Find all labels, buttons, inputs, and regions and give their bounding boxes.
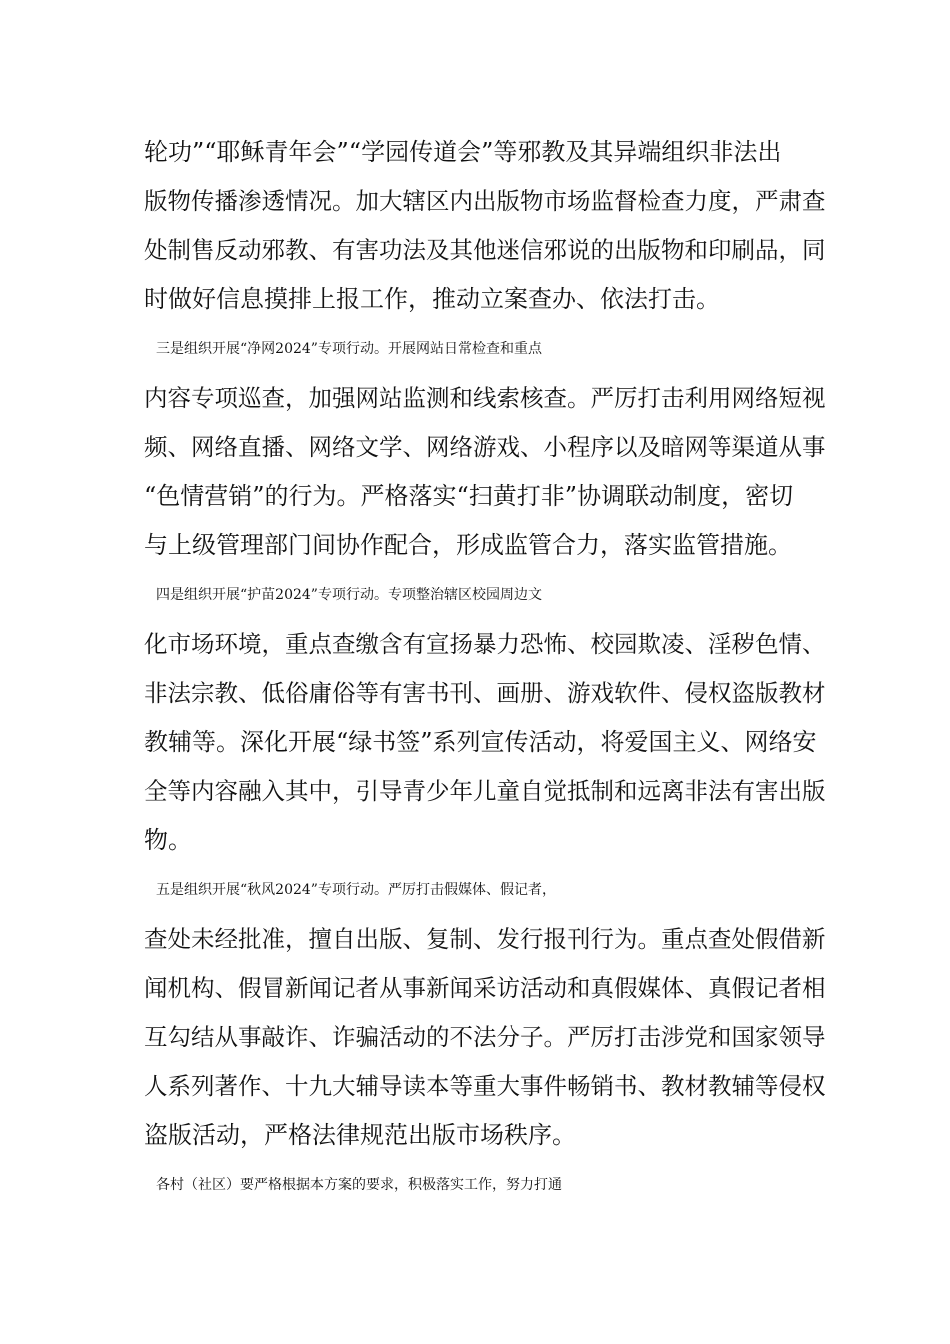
- text-line: 盗版活动，严格法律规范出版市场秩序。: [144, 1121, 576, 1149]
- text-line: 处制售反动邪教、有害功法及其他迷信邪说的出版物和印刷品，同: [144, 236, 826, 264]
- text-line: 人系列著作、十九大辅导读本等重大事件畅销书、教材教辅等侵权: [144, 1072, 826, 1100]
- paragraph-start-line: 五是组织开展“秋风2024”专项行动。严厉打击假媒体、假记者，: [156, 882, 556, 898]
- text-line: “色情营销”的行为。严格落实“扫黄打非”协调联动制度，密切: [144, 482, 794, 510]
- text-line: 与上级管理部门间协作配合，形成监管合力，落实监管措施。: [144, 531, 792, 559]
- paragraph-start-line: 四是组织开展“护苗2024”专项行动。专项整治辖区校园周边文: [156, 587, 542, 603]
- text-line: 教辅等。深化开展“绿书签”系列宣传活动，将爱国主义、网络安: [144, 728, 817, 756]
- text-line: 轮功”“耶稣青年会”“学园传道会”等邪教及其异端组织非法出: [144, 138, 782, 166]
- text-line: 闻机构、假冒新闻记者从事新闻采访活动和真假媒体、真假记者相: [144, 974, 826, 1002]
- text-line: 全等内容融入其中，引导青少年儿童自觉抵制和远离非法有害出版: [144, 777, 826, 805]
- paragraph-start-line: 各村（社区）要严格根据本方案的要求，积极落实工作，努力打通: [156, 1177, 562, 1193]
- text-line: 物。: [144, 826, 192, 854]
- text-line: 内容专项巡查，加强网站监测和线索核查。严厉打击利用网络短视: [144, 384, 826, 412]
- text-line: 互勾结从事敲诈、诈骗活动的不法分子。严厉打击涉党和国家领导: [144, 1023, 826, 1051]
- text-line: 版物传播渗透情况。加大辖区内出版物市场监督检查力度，严肃查: [144, 187, 826, 215]
- text-line: 查处未经批准，擅自出版、复制、发行报刊行为。重点查处假借新: [144, 925, 826, 953]
- text-line: 时做好信息摸排上报工作，推动立案查办、依法打击。: [144, 285, 720, 313]
- text-line: 频、网络直播、网络文学、网络游戏、小程序以及暗网等渠道从事: [144, 433, 826, 461]
- paragraph-start-line: 三是组织开展“净网2024”专项行动。开展网站日常检查和重点: [156, 341, 542, 357]
- text-line: 化市场环境，重点查缴含有宣扬暴力恐怖、校园欺凌、淫秽色情、: [144, 630, 826, 658]
- text-line: 非法宗教、低俗庸俗等有害书刊、画册、游戏软件、侵权盗版教材: [144, 679, 826, 707]
